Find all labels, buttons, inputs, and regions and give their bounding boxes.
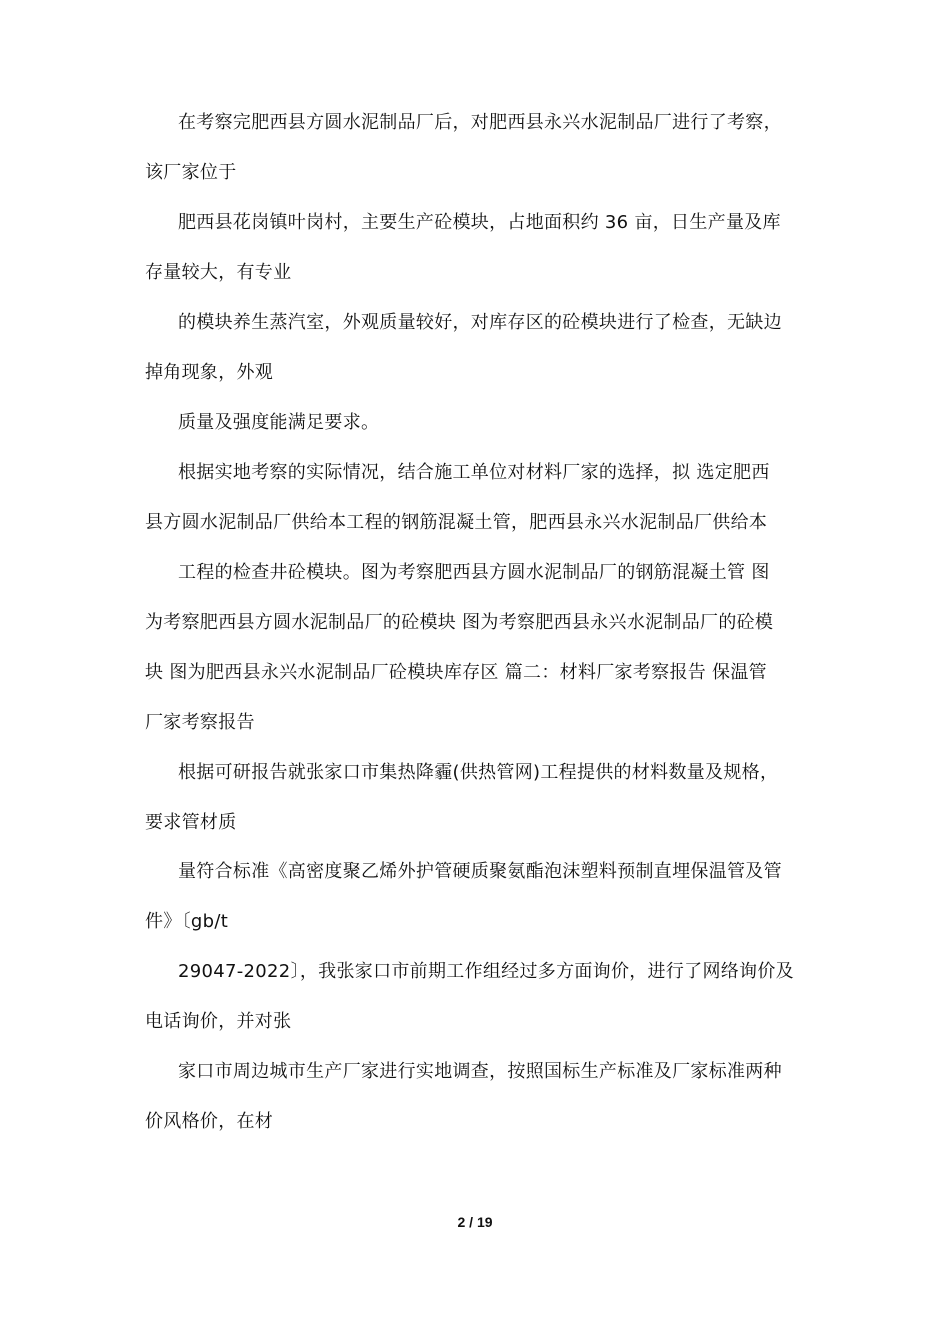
text-line: 家口市周边城市生产厂家进行实地调查，按照国标生产标准及厂家标准两种 <box>178 1061 782 1082</box>
text-line: 该厂家位于 <box>145 162 237 183</box>
text-line: 肥西县花岗镇叶岗村，主要生产砼模块，占地面积约 36 亩，日生产量及库 <box>178 212 781 233</box>
page-number: 2 / 19 <box>457 1214 493 1230</box>
text-line: 的模块养生蒸汽室，外观质量较好，对库存区的砼模块进行了检查，无缺边 <box>178 312 782 333</box>
text-line: 为考察肥西县方圆水泥制品厂的砼模块 图为考察肥西县永兴水泥制品厂的砼模 <box>145 612 774 633</box>
text-line: 工程的检查井砼模块。图为考察肥西县方圆水泥制品厂的钢筋混凝土管 图 <box>178 562 770 583</box>
text-line: 量符合标准《高密度聚乙烯外护管硬质聚氨酯泡沫塑料预制直埋保温管及管 <box>178 861 782 882</box>
text-line: 厂家考察报告 <box>145 712 255 733</box>
text-line: 电话询价，并对张 <box>145 1011 292 1032</box>
text-line: 要求管材质 <box>145 812 237 833</box>
text-line: 29047-2022〕，我张家口市前期工作组经过多方面询价，进行了网络询价及 <box>178 961 794 982</box>
text-line: 根据可研报告就张家口市集热降霾(供热管网)工程提供的材料数量及规格， <box>178 762 779 783</box>
text-line: 掉角现象，外观 <box>145 362 274 383</box>
text-line: 存量较大，有专业 <box>145 262 292 283</box>
text-line: 价风格价，在材 <box>145 1111 274 1132</box>
text-line: 件》〔gb/t <box>145 911 229 932</box>
text-line: 质量及强度能满足要求。 <box>178 412 380 433</box>
text-line: 块 图为肥西县永兴水泥制品厂砼模块库存区 篇二：材料厂家考察报告 保温管 <box>145 662 767 683</box>
text-line: 县方圆水泥制品厂供给本工程的钢筋混凝土管，肥西县永兴水泥制品厂供给本 <box>145 512 768 533</box>
text-line: 在考察完肥西县方圆水泥制品厂后，对肥西县永兴水泥制品厂进行了考察， <box>178 112 782 133</box>
text-line: 根据实地考察的实际情况，结合施工单位对材料厂家的选择，拟 选定肥西 <box>178 462 770 483</box>
